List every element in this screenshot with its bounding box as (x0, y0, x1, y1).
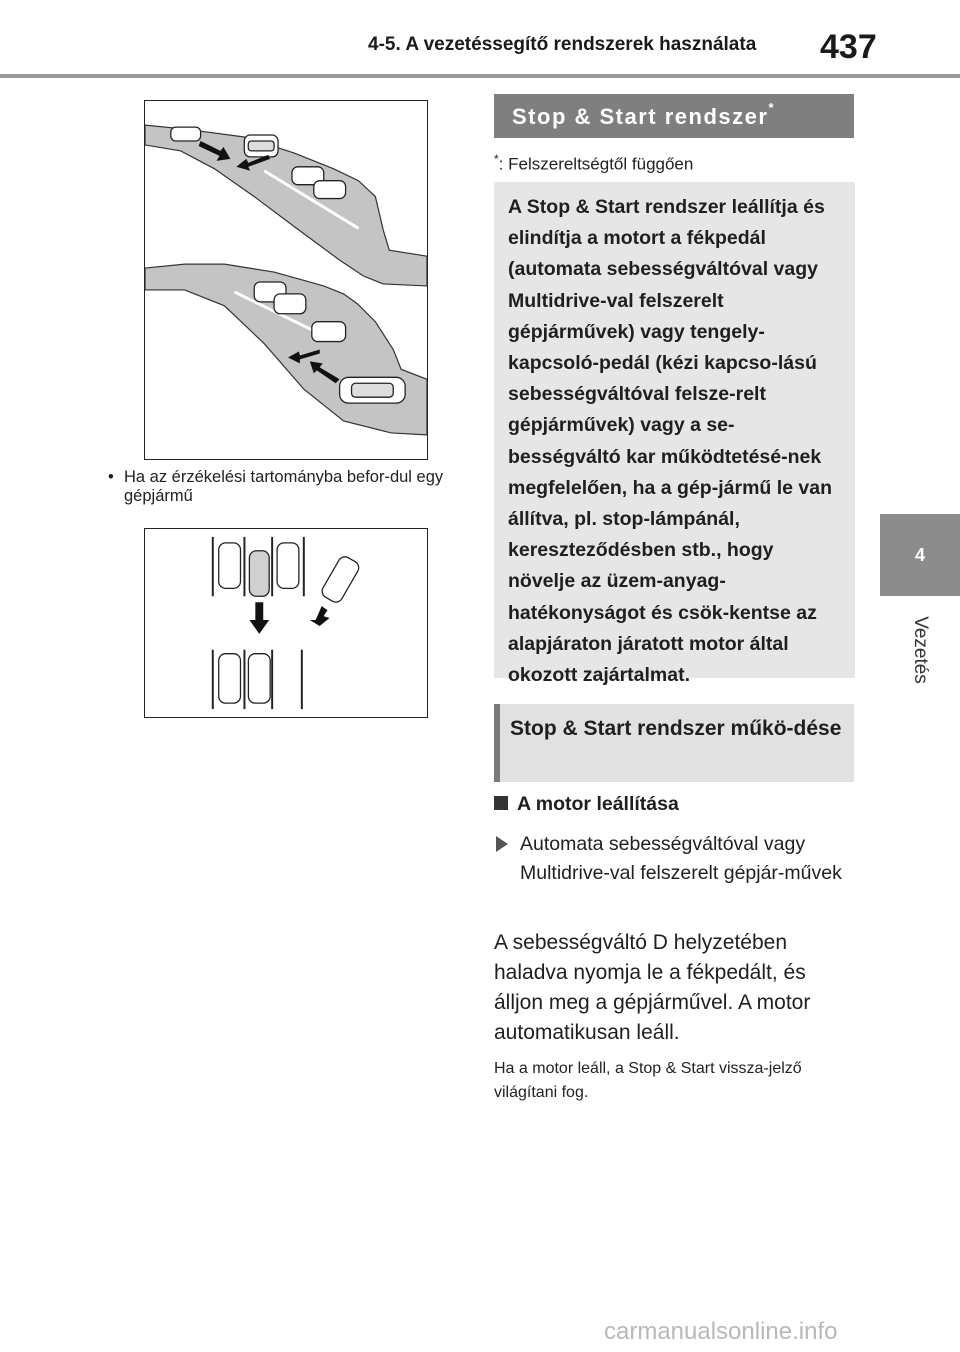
topic-title-text: A motor leállítása (517, 793, 679, 815)
section-title-mark: * (768, 100, 775, 115)
caption-bullet: • (108, 468, 114, 486)
subsection-title: Stop & Start rendszer műkö-dése (510, 717, 842, 740)
page-number: 437 (820, 28, 877, 66)
topic-title (494, 793, 679, 816)
arrow-icon (249, 602, 329, 634)
chapter-name: Vezetés (909, 616, 931, 684)
road-illustration (144, 100, 428, 460)
chapter-tab (880, 514, 960, 596)
square-bullet-icon (494, 796, 508, 810)
footnote-mark: * (494, 152, 499, 166)
chapter-label-container (880, 600, 960, 700)
triangle-bullet-icon (496, 836, 508, 852)
section-title-text: Stop & Start rendszer (512, 104, 769, 129)
caption-text: Ha az érzékelési tartományba befor-dul egy gépjármű (124, 468, 444, 505)
running-header: 4-5. A vezetéssegítő rendszerek használata (368, 34, 757, 55)
parking-illustration (144, 528, 428, 718)
header-divider (0, 74, 960, 78)
parking-illustration-svg (145, 529, 427, 717)
condition-text: Automata sebességváltóval vagy Multidrive-val felszerelt gépjár-művek (520, 833, 842, 884)
summary-box (494, 182, 855, 687)
watermark: carmanualsonline.info (604, 1318, 838, 1345)
summary-text: A Stop & Start rendszer leállítja és elindítja a motort a fékpedál (automata sebességváltóval vagy Multidrive-val felszerelt gépjárművek) vagy tengely-kapcsoló-pedál (kézi kapcso-lású sebességváltóval felsze-relt gépjárművek) vagy a se-bességváltó kar működtetésé-nek megfelelően, ha a gép-jármű le van állítva, pl. stop-lámpánál, kereszteződésben stb., hogy növelje az üzem-anyag-hatékonyságot és csök-kentse az alapjáraton járatott motor által okozott zajártalmat. (508, 196, 833, 687)
chapter-number: 4 (914, 544, 925, 565)
footnote (494, 152, 693, 175)
section-title (512, 100, 775, 130)
footnote-text: : Felszereltségtől függően (498, 154, 694, 174)
subsection-heading-bar (494, 704, 500, 782)
road-illustration-svg (145, 101, 427, 459)
figure-caption (106, 468, 456, 506)
subsection-heading (494, 704, 854, 782)
body-paragraph: A sebességváltó D helyzetében haladva nyomja le a fékpedált, és álljon meg a gépjárművel. A motor automatikusan leáll. (494, 931, 811, 1044)
note-paragraph: Ha a motor leáll, a Stop & Start vissza-jelző világítani fog. (494, 1060, 802, 1101)
section-heading (494, 94, 854, 138)
condition-item (494, 830, 854, 888)
car-icon (219, 543, 362, 703)
